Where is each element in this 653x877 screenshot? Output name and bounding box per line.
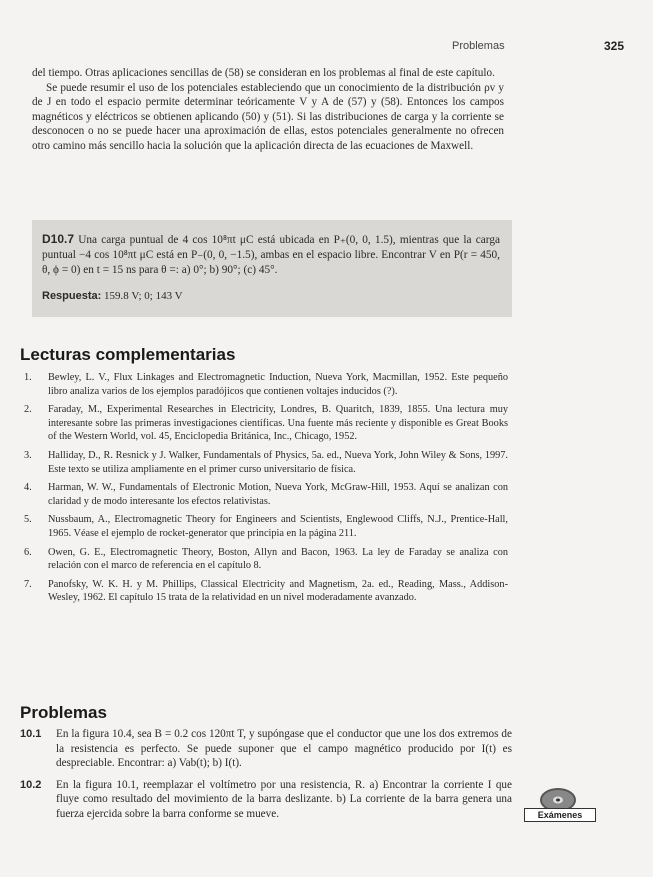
running-header-section: Problemas [452, 40, 505, 52]
reference-item: 7. Panofsky, W. K. H. y M. Phillips, Classical Electricity and Magnetism, 2a. ed., Reading, Mass., Addison-Wesley, 1962. El capítulo 15 trata de la relatividad en un nivel moderadamente avanzado. [24, 578, 508, 604]
drill-problem [42, 232, 500, 278]
exam-badge-label: Exámenes [524, 808, 596, 822]
answer-value: 159.8 V; 0; 143 V [104, 290, 183, 302]
drill-answer [42, 290, 183, 302]
problems-heading: Problemas [20, 703, 107, 722]
reference-item: 4. Harman, W. W., Fundamentals of Electronic Motion, Nueva York, McGraw-Hill, 1953. Aquí se analizan con claridad y de modo interesante los efectos relativistas. [24, 482, 508, 507]
drill-label: D10.7 [42, 232, 75, 246]
problem-item: 10.2 En la figura 10.1, reemplazar el voltímetro por una resistencia, R. a) Encontrar la corriente I que fluye como resultado del movimiento de la barra deslizante. b) La corriente de la barra genera una fuerza ejercida sobre la barra conforme se mueve. [20, 778, 512, 820]
problem-item: 10.1 En la figura 10.4, sea B = 0.2 cos 120πt T, y supóngase que el conductor que une los dos extremos de la resistencia es perfecto. Se puede suponer que el campo magnético producido por I(t) es despreciable. Encontrar: a) Vab(t); b) I(t). [20, 728, 512, 770]
problems-list [20, 727, 512, 829]
drill-problem-box [32, 220, 512, 317]
reference-item: 2. Faraday, M., Experimental Researches in Electricity, Londres, B. Quaritch, 1839, 1855. Una lectura muy interesante sobre las primeras investigaciones científicas. Una fuente más reciente y disponible es Great Books of the Western World, vol. 45, Enciclopedia Británica, Inc., Chicago, 1952. [24, 404, 508, 443]
page-number: 325 [604, 39, 625, 53]
paragraph-1: del tiempo. Otras aplicaciones sencillas de (58) se consideran en los problemas al final de este capítulo. [32, 67, 495, 79]
paragraph-2: Se puede resumir el uso de los potenciales estableciendo que un conocimiento de la distribución ρv y de J en todo el espacio permite determinar teóricamente V y A de (57) y (58). Entonces los campos magnéticos y eléctricos se obtienen aplicando (50) y (51). Si las distribuciones de carga y la corriente se desconocen o no se puede hacer una aproximación de ellas, estos potenciales generalmente no ofrecen otro camino más sencillo hacia la solución que la aplicación directa de las ecuaciones de Maxwell. [32, 81, 504, 152]
reference-item: 3. Halliday, D., R. Resnick y J. Walker, Fundamentals of Physics, 5a. ed., Nueva York, John Wiley & Sons, 1997. Este texto se utiliza ampliamente en el primer curso universitario de física. [24, 449, 508, 475]
reference-item: 1. Bewley, L. V., Flux Linkages and Electromagnetic Induction, Nueva York, Macmillan, 1952. Este pequeño libro analiza varios de los ejemplos paradójicos que contienen voltajes inducidos (?). [24, 372, 508, 397]
references-list [24, 371, 508, 610]
answer-label: Respuesta: [42, 290, 102, 302]
drill-text: Una carga puntual de 4 cos 10⁸πt μC está ubicada en P₊(0, 0, 1.5), mientras que la carga puntual −4 cos 10⁸πt μC está en P₋(0, 0, −1.5), ambas en el espacio libre. Encontrar V en P(r = 450, θ, ϕ = 0) en t = 15 ns para θ =: a) 0°; b) 90°; (c) 45°. [42, 234, 500, 276]
exam-badge [522, 782, 600, 822]
reference-item: 5. Nussbaum, A., Electromagnetic Theory for Engineers and Scientists, Englewood Cliffs, N.J., Prentice-Hall, 1965. Véase el ejemplo de rocket-generator que principia en la página 211. [24, 514, 508, 539]
body-text [32, 66, 504, 154]
references-heading: Lecturas complementarias [20, 345, 236, 364]
reference-item: 6. Owen, G. E., Electromagnetic Theory, Boston, Allyn and Bacon, 1963. La ley de Faraday se analiza con relación con el marco de referencia en el capítulo 8. [24, 546, 508, 572]
